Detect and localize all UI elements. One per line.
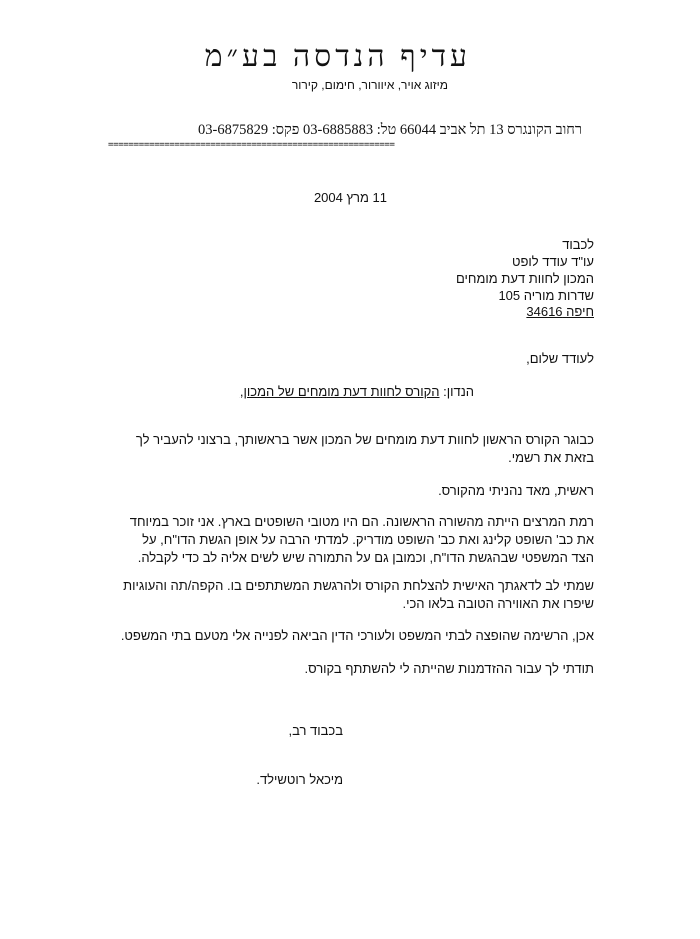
body-paragraph: תודתי לך עבור ההזדמנות שהייתה לי להשתתף בקורס. (304, 661, 594, 676)
body-paragraph: כבוגר הקורס הראשון לחוות דעת מומחים של המכון אשר בראשותך, ברצוני להעביר לך בזאת את רשמי. (135, 432, 594, 465)
subject-label: הנדון: (443, 384, 474, 399)
recipient-line: עו"ד עודד לופט (511, 254, 594, 269)
body-paragraph: רמת המרצים הייתה מהשורה הראשונה. הם היו מטובי השופטים בארץ. אני זוכר במיוחד את כב' השופט קלינג ואת כב' השופט מודריק. למדתי הרבה על אופן הגשת הדו"ח, על הצד המשפטי שבהגשת הדו"ח, וכמובן גם על התמורה שיש לשים אליה לב כדי לקבלה. (129, 514, 594, 565)
recipient-line: לכבוד (562, 237, 594, 252)
subject-line (240, 384, 474, 399)
company-address: רחוב הקונגרס 13 תל אביב 66044 טל: 03-6885883 פקס: 03-6875829 (198, 122, 582, 138)
recipient-city: חיפה 34616 (526, 304, 594, 319)
company-name: עדיף הנדסה בע״מ (204, 40, 471, 73)
separator-rule: ======================================================== (108, 140, 395, 150)
signature: מיכאל רוטשילד. (256, 772, 343, 787)
recipient-line: המכון לחוות דעת מומחים (456, 271, 594, 286)
recipient-line: שדרות מוריה 105 (498, 288, 594, 303)
company-tagline: מיזוג אויר, איוורור, חימום, קירור (291, 78, 448, 92)
body-paragraph: ראשית, מאד נהניתי מהקורס. (438, 483, 594, 498)
closing: בכבוד רב, (288, 723, 343, 738)
greeting: לעודד שלום, (526, 351, 594, 366)
body-paragraph: אכן, הרשימה שהופצה לבתי המשפט ולעורכי הדין הביאה לפנייה אלי מטעם בתי המשפט. (120, 628, 594, 643)
letter-date: 11 מרץ 2004 (313, 190, 387, 205)
subject-text: הקורס לחוות דעת מומחים של המכון, (239, 384, 440, 399)
body-paragraph: שמתי לב לדאגתך האישית להצלחת הקורס ולהרגשת המשתתפים בו. הקפה/תה והעוגיות שיפרו את האווירה הטובה בלאו הכי. (123, 578, 594, 611)
